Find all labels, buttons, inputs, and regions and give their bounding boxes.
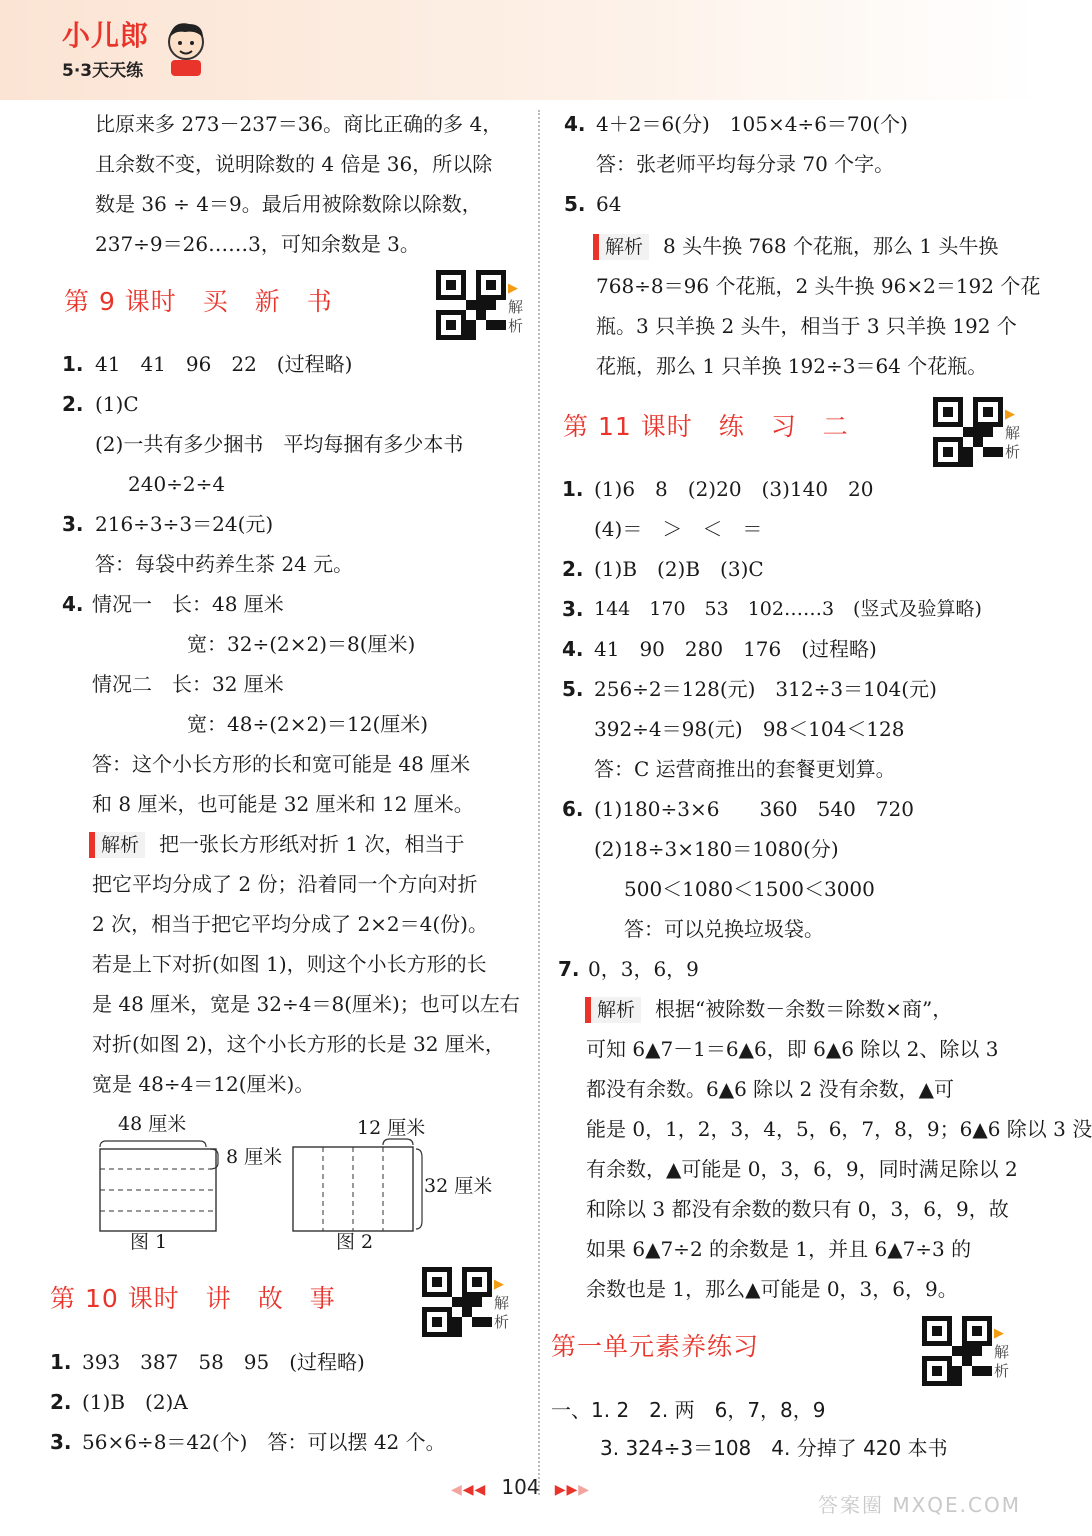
answer-line: (1)C bbox=[95, 392, 139, 416]
figure-1-caption: 图 1 bbox=[130, 1231, 168, 1253]
answer-line: (2)一共有多少捆书 平均每捆有多少本书 bbox=[95, 432, 464, 456]
item-number: 7. bbox=[558, 957, 580, 981]
answer-line: 一、1. 2 2. 两 6，7，8，9 bbox=[551, 1398, 826, 1422]
analysis-line: 2 次，相当于把它平均分成了 2×2＝4(份)。 bbox=[92, 912, 488, 936]
answer-line: 392÷4＝98(元) 98＜104＜128 bbox=[594, 717, 905, 741]
analysis-line: 能是 0，1，2，3，4，5，6，7，8，9；6▲6 除以 3 没 bbox=[586, 1117, 1092, 1141]
qr-code-icon[interactable] bbox=[422, 1267, 492, 1337]
analysis-line: 解析 8 头牛换 768 个花瓶，那么 1 头牛换 bbox=[593, 232, 998, 260]
item-number: 4. bbox=[564, 112, 586, 136]
analysis-line: 解析 把一张长方形纸对折 1 次，相当于 bbox=[89, 830, 464, 858]
answer-line: 情况二 长：32 厘米 bbox=[92, 672, 284, 696]
figure-2-length-label: 32 厘米 bbox=[424, 1175, 493, 1197]
answer-line: 393 387 58 95 (过程略) bbox=[82, 1350, 365, 1374]
figure-2-width-label: 12 厘米 bbox=[357, 1117, 426, 1139]
analysis-line: 对折(如图 2)，这个小长方形的长是 32 厘米， bbox=[92, 1032, 505, 1056]
answer-line: 216÷3÷3＝24(元) bbox=[95, 512, 274, 536]
figure-2-diagram bbox=[290, 1135, 425, 1235]
answer-line: 144 170 53 102……3 (竖式及验算略) bbox=[594, 598, 982, 620]
analysis-line: 可知 6▲7－1＝6▲6，即 6▲6 除以 2、除以 3 bbox=[586, 1037, 999, 1061]
analysis-line: 是 48 厘米，宽是 32÷4＝8(厘米)；也可以左右 bbox=[92, 992, 520, 1016]
analysis-line: 花瓶，那么 1 只羊换 192÷3＝64 个花瓶。 bbox=[596, 354, 988, 378]
next-arrow-icon: ▶▶ bbox=[554, 1482, 579, 1498]
analysis-line: 宽是 48÷4＝12(厘米)。 bbox=[92, 1072, 315, 1096]
answer-line: 答：每袋中药养生茶 24 元。 bbox=[95, 552, 354, 576]
text-line: 237÷9＝26……3，可知余数是 3。 bbox=[95, 232, 420, 256]
item-number: 2. bbox=[50, 1390, 72, 1414]
watermark: 答案圈 MXQE.COM bbox=[817, 1493, 1021, 1517]
qr-label: ▶ 解 析 bbox=[508, 281, 524, 335]
analysis-line: 768÷8＝96 个花瓶，2 头牛换 96×2＝192 个花 bbox=[596, 274, 1041, 298]
analysis-line: 和除以 3 都没有余数的数只有 0，3，6，9，故 bbox=[586, 1197, 1009, 1221]
analysis-line: 把它平均分成了 2 份；沿着同一个方向对折 bbox=[92, 872, 478, 896]
item-number: 4. bbox=[562, 637, 584, 661]
qr-label: ▶ 解 析 bbox=[994, 1326, 1010, 1380]
prev-arrow-icon: ◀◀ bbox=[462, 1482, 487, 1498]
item-number: 3. bbox=[562, 597, 584, 621]
answer-line: 64 bbox=[596, 192, 622, 216]
analysis-tag: 解析 bbox=[593, 234, 649, 260]
answer-line: 答：可以兑换垃圾袋。 bbox=[624, 917, 824, 941]
lesson-11-title: 第 11 课时 练 习 二 bbox=[563, 412, 849, 441]
item-number: 5. bbox=[562, 677, 584, 701]
item-number: 2. bbox=[562, 557, 584, 581]
answer-line: 和 8 厘米，也可能是 32 厘米和 12 厘米。 bbox=[92, 792, 474, 816]
lesson-9-title: 第 9 课时 买 新 书 bbox=[64, 287, 333, 316]
answer-line: (1)B (2)B (3)C bbox=[594, 557, 764, 581]
item-number: 1. bbox=[62, 352, 84, 376]
play-icon: ▶ bbox=[508, 281, 518, 296]
item-number: 6. bbox=[562, 797, 584, 821]
answer-line: 情况一 长：48 厘米 bbox=[92, 592, 284, 616]
play-icon: ▶ bbox=[994, 1326, 1004, 1341]
header-band bbox=[0, 0, 1041, 100]
unit-practice-title: 第一单元素养练习 bbox=[551, 1332, 760, 1361]
text-line: 且余数不变，说明除数的 4 倍是 36，所以除 bbox=[95, 152, 493, 176]
answer-line: (1)6 8 (2)20 (3)140 20 bbox=[594, 477, 874, 501]
page-number: 104 bbox=[501, 1475, 540, 1499]
answer-line: 0，3，6，9 bbox=[588, 957, 699, 981]
series-name: 5·3天天练 bbox=[62, 61, 144, 81]
figure-2-caption: 图 2 bbox=[336, 1231, 374, 1253]
analysis-line: 有余数，▲可能是 0，3，6，9，同时满足除以 2 bbox=[586, 1157, 1018, 1181]
qr-label: ▶ 解 析 bbox=[1005, 407, 1021, 461]
figure-1-diagram bbox=[92, 1135, 222, 1235]
qr-code-icon[interactable] bbox=[933, 397, 1003, 467]
item-number: 1. bbox=[50, 1350, 72, 1374]
answer-line: 41 90 280 176 (过程略) bbox=[594, 637, 877, 661]
play-icon: ▶ bbox=[494, 1277, 504, 1292]
answer-line: (4)＝ ＞ ＜ ＝ bbox=[594, 517, 763, 541]
item-number: 2. bbox=[62, 392, 84, 416]
figure-1-width-label: 8 厘米 bbox=[226, 1146, 283, 1168]
brand-name: 小儿郎 bbox=[62, 19, 150, 52]
answer-line: 宽：32÷(2×2)＝8(厘米) bbox=[187, 632, 416, 656]
answer-line: 56×6÷8＝42(个) 答：可以摆 42 个。 bbox=[82, 1430, 446, 1454]
qr-code-icon[interactable] bbox=[922, 1316, 992, 1386]
answer-line: (2)18÷3×180＝1080(分) bbox=[594, 837, 839, 861]
item-number: 3. bbox=[50, 1430, 72, 1454]
item-number: 1. bbox=[562, 477, 584, 501]
answer-line: 宽：48÷(2×2)＝12(厘米) bbox=[187, 712, 429, 736]
item-number: 3. bbox=[62, 512, 84, 536]
figure-1-length-label: 48 厘米 bbox=[118, 1113, 187, 1135]
text-line: 比原来多 273－237＝36。商比正确的多 4， bbox=[95, 112, 503, 136]
answer-line: 256÷2＝128(元) 312÷3＝104(元) bbox=[594, 677, 937, 701]
answer-line: (1)180÷3×6 360 540 720 bbox=[594, 797, 914, 821]
column-divider bbox=[538, 110, 540, 1495]
answer-line: 240÷2÷4 bbox=[128, 472, 226, 496]
answer-line: 4＋2＝6(分) 105×4÷6＝70(个) bbox=[596, 112, 908, 136]
analysis-tag: 解析 bbox=[585, 997, 641, 1023]
item-number: 4. bbox=[62, 592, 84, 616]
answer-line: 答：这个小长方形的长和宽可能是 48 厘米 bbox=[92, 752, 471, 776]
item-number: 5. bbox=[564, 192, 586, 216]
analysis-line: 瓶。3 只羊换 2 头牛，相当于 3 只羊换 192 个 bbox=[596, 314, 1017, 338]
prev-arrow-icon: ◀ bbox=[450, 1482, 463, 1498]
analysis-line: 解析 根据“被除数－余数＝除数×商”， bbox=[585, 995, 952, 1023]
answer-line: 答：C 运营商推出的套餐更划算。 bbox=[594, 757, 896, 781]
text-line: 数是 36 ÷ 4＝9。最后用被除数除以除数， bbox=[95, 192, 482, 216]
qr-code-icon[interactable] bbox=[436, 270, 506, 340]
analysis-line: 若是上下对折(如图 1)，则这个小长方形的长 bbox=[92, 952, 487, 976]
answer-line: 答：张老师平均每分录 70 个字。 bbox=[596, 152, 895, 176]
answer-line: 500＜1080＜1500＜3000 bbox=[624, 877, 875, 901]
play-icon: ▶ bbox=[1005, 407, 1015, 422]
qr-label: ▶ 解 析 bbox=[494, 1277, 510, 1331]
analysis-line: 余数也是 1，那么▲可能是 0，3，6，9。 bbox=[586, 1277, 958, 1301]
brand-logo bbox=[62, 14, 149, 81]
lesson-10-title: 第 10 课时 讲 故 事 bbox=[50, 1284, 336, 1313]
next-arrow-icon: ▶ bbox=[578, 1482, 591, 1498]
analysis-tag: 解析 bbox=[89, 832, 145, 858]
answer-line: 3. 324÷3＝108 4. 分掉了 420 本书 bbox=[600, 1436, 948, 1460]
answer-line: 41 41 96 22 (过程略) bbox=[95, 352, 353, 376]
analysis-line: 如果 6▲7÷2 的余数是 1，并且 6▲7÷3 的 bbox=[586, 1237, 972, 1261]
analysis-line: 都没有余数。6▲6 除以 2 没有余数，▲可 bbox=[586, 1077, 955, 1101]
mascot-icon bbox=[163, 18, 209, 78]
answer-line: (1)B (2)A bbox=[82, 1390, 188, 1414]
